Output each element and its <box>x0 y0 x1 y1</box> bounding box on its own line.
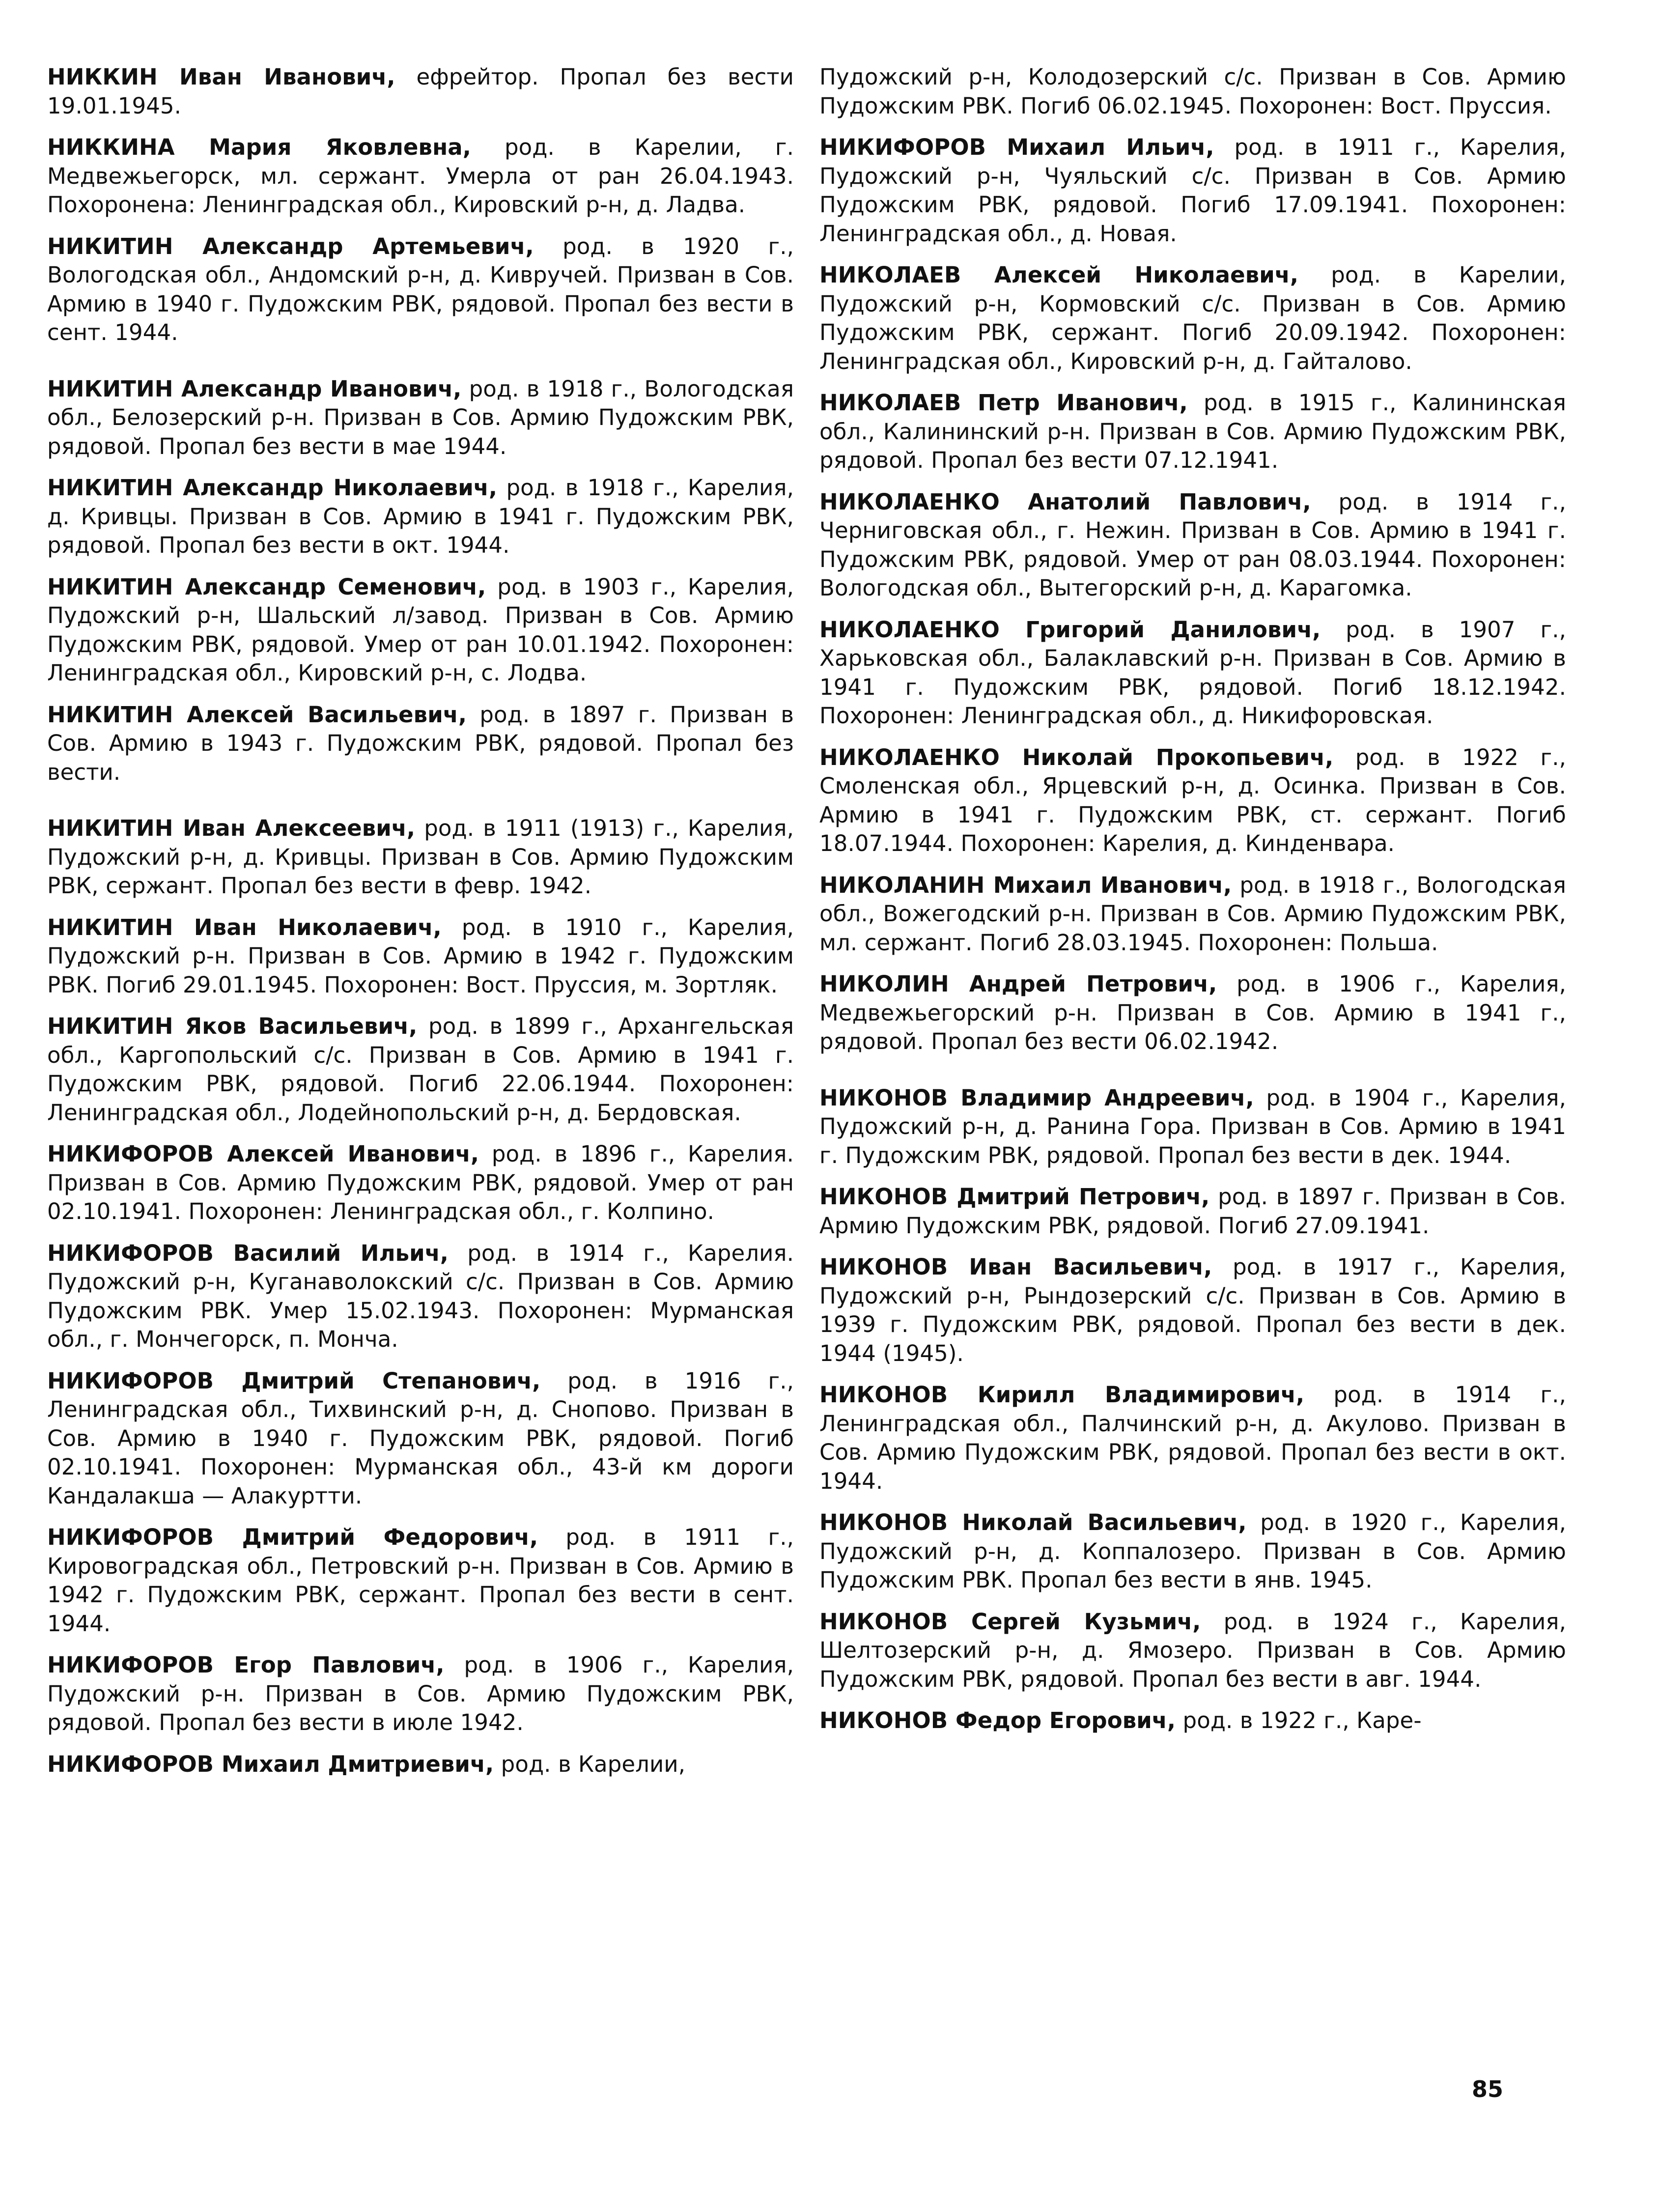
entry-text: ефрейтор. Пропал без вести 19.01.1945. <box>47 64 794 119</box>
entry-name: НИКИТИН Александр Артемьевич, <box>47 233 534 259</box>
entry-text: род. в 1915 г., Калининская обл., Калининский р-н. Призван в Сов. Армию Пудожским РВК, рядовой. Пропал без вести 07.12.1941. <box>819 390 1566 473</box>
entry-text: род. в 1918 г., Вологодская обл., Вожегодский р-н. Призван в Сов. Армию Пудожским РВК, мл. сержант. Погиб 28.03.1945. Похоронен: Польша. <box>819 872 1566 956</box>
entry-text: род. в 1906 г., Карелия, Пудожский р-н. Призван в Сов. Армию Пудожским РВК, рядовой. Пропал без вести в июле 1942. <box>47 1652 794 1735</box>
entry <box>47 1239 794 1354</box>
entry <box>819 1253 1566 1368</box>
entry-text: род. в 1914 г., Черниговская обл., г. Нежин. Призван в Сов. Армию в 1941 г. Пудожским РВК, рядовой. Умер от ран 08.03.1944. Похоронен: Вологодская обл., Вытегорский р-н, д. Карагомка. <box>819 488 1566 601</box>
entry-name: НИККИН Иван Иванович, <box>47 64 395 90</box>
entry-text: род. в 1897 г. Призван в Сов. Армию в 1943 г. Пудожским РВК, рядовой. Пропал без вести. <box>47 701 794 785</box>
entry <box>819 616 1566 731</box>
entry-text: род. в 1906 г., Карелия, Медвежьегорский р-н. Призван в Сов. Армию в 1941 г., рядовой. Пропал без вести 06.02.1942. <box>819 971 1566 1054</box>
left-column <box>47 63 794 1791</box>
entry-text: род. в 1897 г. Призван в Сов. Армию Пудожским РВК, рядовой. Погиб 27.09.1941. <box>819 1184 1566 1239</box>
entry <box>47 232 794 347</box>
entry-name: НИКИТИН Алексей Васильевич, <box>47 701 467 728</box>
entry <box>819 488 1566 603</box>
entry-name: НИКОЛАНИН Михаил Иванович, <box>819 872 1232 898</box>
entry-text: род. в 1924 г., Карелия, Шелтозерский р-н, д. Ямозеро. Призван в Сов. Армию Пудожским РВК, рядовой. Пропал без вести в авг. 1944. <box>819 1608 1567 1692</box>
entry-name: НИКОНОВ Кирилл Владимирович, <box>819 1382 1305 1408</box>
entry-name: НИКОНОВ Иван Васильевич, <box>819 1254 1212 1280</box>
entry-continuation <box>819 63 1566 120</box>
entry-text: род. в 1920 г., Вологодская обл., Андомский р-н, д. Кивручей. Призван в Сов. Армию в 1940 г. Пудожским РВК, рядовой. Пропал без вести в сент. 1944. <box>47 233 794 345</box>
entry <box>819 1608 1566 1694</box>
entry-name: НИКИФОРОВ Михаил Дмитриевич, <box>47 1751 494 1777</box>
entry-name: НИКИФОРОВ Михаил Ильич, <box>819 134 1214 160</box>
entry <box>47 1140 794 1226</box>
entry <box>47 63 794 120</box>
entry-name: НИКИТИН Иван Николаевич, <box>47 914 442 940</box>
entry-name: НИКИФОРОВ Дмитрий Федорович, <box>47 1524 538 1550</box>
entry-name: НИКИФОРОВ Василий Ильич, <box>47 1240 449 1266</box>
entry-text: род. в 1904 г., Карелия, Пудожский р-н, д. Ранина Гора. Призван в Сов. Армию в 1941 г. Пудожским РВК, рядовой. Пропал без вести в дек. 1944. <box>819 1084 1567 1168</box>
entry-text: род. в 1922 г., Смоленская обл., Ярцевский р-н, д. Осинка. Призван в Сов. Армию в 1941 г. Пудожским РВК, ст. сержант. Погиб 18.07.1944. Похоронен: Карелия, д. Кинденвара. <box>819 744 1567 856</box>
entry <box>47 701 794 787</box>
entry <box>47 375 794 461</box>
entry-name: НИКИФОРОВ Егор Павлович, <box>47 1652 445 1678</box>
entry-name: НИКИТИН Иван Алексеевич, <box>47 815 416 841</box>
entry-name: НИКИТИН Александр Иванович, <box>47 375 462 402</box>
entry <box>819 133 1566 248</box>
entry-text: род. в 1911 (1913) г., Карелия, Пудожский р-н, д. Кривцы. Призван в Сов. Армию Пудожским РВК, сержант. Пропал без вести в февр. 1942. <box>47 815 794 899</box>
entry-text: род. в 1903 г., Карелия, Пудожский р-н, Шальский л/завод. Призван в Сов. Армию Пудожским РВК, рядовой. Умер от ран 10.01.1942. Похоронен: Ленинградская обл., Кировский р-н, с. Лодва. <box>47 573 794 686</box>
entry-name: НИКОЛАЕНКО Анатолий Павлович, <box>819 488 1311 515</box>
entry-text: род. в 1911 г., Кировоградская обл., Петровский р-н. Призван в Сов. Армию в 1942 г. Пудожским РВК, сержант. Пропал без вести в сент. 1944. <box>47 1524 794 1637</box>
entry-text: род. в 1917 г., Карелия, Пудожский р-н, Рындозерский с/с. Призван в Сов. Армию в 1939 г. Пудожским РВК, рядовой. Пропал без вести в дек. 1944 (1945). <box>819 1254 1567 1366</box>
entry-name: НИКОЛАЕВ Алексей Николаевич, <box>819 262 1299 288</box>
entry-text: род. в 1896 г., Карелия. Призван в Сов. Армию Пудожским РВК, рядовой. Умер от ран 02.10.1941. Похоронен: Ленинградская обл., г. Колпино. <box>47 1141 794 1224</box>
entry <box>47 1750 794 1779</box>
entry-text: Пудожский р-н, Колодозерский с/с. Призван в Сов. Армию Пудожским РВК. Погиб 06.02.1945. Похоронен: Вост. Пруссия. <box>819 64 1566 119</box>
entry <box>819 743 1566 858</box>
entry-name: НИКОЛАЕНКО Николай Прокопьевич, <box>819 744 1334 770</box>
entry-name: НИКОЛИН Андрей Петрович, <box>819 971 1217 997</box>
entry-name: НИКОНОВ Николай Васильевич, <box>819 1509 1247 1535</box>
entry-text: род. в 1920 г., Карелия, Пудожский р-н, д. Коппалозеро. Призван в Сов. Армию Пудожским РВК. Пропал без вести в янв. 1945. <box>819 1509 1566 1593</box>
entry <box>819 1508 1566 1595</box>
entry-text: род. в 1899 г., Архангельская обл., Каргопольский с/с. Призван в Сов. Армию в 1941 г. Пудожским РВК, рядовой. Погиб 22.06.1944. Похоронен: Ленинградская обл., Лодейнопольский р-н, д. Бердовская. <box>47 1013 794 1126</box>
entry-name: НИКИТИН Александр Семенович, <box>47 573 486 600</box>
entry-text: род. в 1918 г., Вологодская обл., Белозерский р-н. Призван в Сов. Армию Пудожским РВК, рядовой. Пропал без вести в мае 1944. <box>47 375 794 459</box>
entry-name: НИКИТИН Александр Николаевич, <box>47 475 498 501</box>
entry-name: НИКИФОРОВ Алексей Иванович, <box>47 1141 479 1167</box>
entry <box>47 1367 794 1511</box>
entry-text: род. в 1922 г., Каре- <box>1176 1707 1422 1733</box>
entry-text: род. в 1914 г., Карелия. Пудожский р-н, Куганаволокский с/с. Призван в Сов. Армию Пудожским РВК. Умер 15.02.1943. Похоронен: Мурманская обл., г. Мончегорск, п. Монча. <box>47 1240 794 1352</box>
entry-text: род. в 1914 г., Ленинградская обл., Палчинский р-н, д. Акулово. Призван в Сов. Армию Пудожским РВК, рядовой. Пропал без вести в окт. 1944. <box>819 1382 1566 1494</box>
entry-text: род. в Карелии, Пудожский р-н, Кормовский с/с. Призван в Сов. Армию Пудожским РВК, сержант. Погиб 20.09.1942. Похоронен: Ленинградская обл., Кировский р-н, д. Гайталово. <box>819 262 1566 374</box>
entry-text: род. в 1911 г., Карелия, Пудожский р-н, Чуяльский с/с. Призван в Сов. Армию Пудожским РВК, рядовой. Погиб 17.09.1941. Похоронен: Ленинградская обл., д. Новая. <box>819 134 1566 247</box>
entry <box>47 814 794 901</box>
entry <box>47 1012 794 1127</box>
entry <box>819 1084 1566 1170</box>
entry-text: род. в 1918 г., Карелия, д. Кривцы. Призван в Сов. Армию в 1941 г. Пудожским РВК, рядовой. Пропал без вести в окт. 1944. <box>47 475 794 558</box>
entry-name: НИКОНОВ Сергей Кузьмич, <box>819 1608 1201 1635</box>
entry-text: род. в Карелии, <box>494 1751 686 1777</box>
entry <box>819 389 1566 475</box>
entry-text: род. в 1916 г., Ленинградская обл., Тихвинский р-н, д. Снопово. Призван в Сов. Армию в 1940 г. Пудожским РВК, рядовой. Погиб 02.10.1941. Похоронен: Мурманская обл., 43-й км дороги Кандалакша — Алакуртти. <box>47 1367 794 1509</box>
entry <box>819 1381 1566 1496</box>
entry-text: род. в Карелии, г. Медвежьегорск, мл. сержант. Умерла от ран 26.04.1943. Похоронена: Ленинградская обл., Кировский р-н, д. Ладва. <box>47 134 794 218</box>
entry <box>47 1523 794 1638</box>
entry-name: НИКОНОВ Дмитрий Петрович, <box>819 1184 1210 1210</box>
entry-name: НИКИФОРОВ Дмитрий Степанович, <box>47 1367 541 1394</box>
entry-text: род. в 1910 г., Карелия, Пудожский р-н. Призван в Сов. Армию в 1942 г. Пудожским РВК. Погиб 29.01.1945. Похоронен: Вост. Пруссия, м. Зортляк. <box>47 914 794 998</box>
right-column <box>819 63 1566 1748</box>
entry-name: НИКОЛАЕНКО Григорий Данилович, <box>819 616 1321 643</box>
entry-name: НИКОНОВ Владимир Андреевич, <box>819 1084 1254 1111</box>
entry-name: НИКИТИН Яков Васильевич, <box>47 1013 418 1039</box>
entry <box>47 1651 794 1737</box>
entry-name: НИККИНА Мария Яковлевна, <box>47 134 471 160</box>
entry <box>819 871 1566 958</box>
entry <box>819 261 1566 376</box>
entry <box>819 1183 1566 1240</box>
entry-text: род. в 1907 г., Харьковская обл., Балаклавский р-н. Призван в Сов. Армию в 1941 г. Пудожским РВК, рядовой. Погиб 18.12.1942. Похоронен: Ленинградская обл., д. Никифоровская. <box>819 616 1567 729</box>
entry-name: НИКОНОВ Федор Егорович, <box>819 1707 1176 1733</box>
entry <box>47 573 794 688</box>
entry-name: НИКОЛАЕВ Петр Иванович, <box>819 390 1188 416</box>
entry <box>47 913 794 1000</box>
page-number: 85 <box>1472 2076 1504 2102</box>
entry <box>819 970 1566 1056</box>
entry <box>47 133 794 220</box>
entry <box>47 474 794 560</box>
entry <box>819 1706 1566 1735</box>
